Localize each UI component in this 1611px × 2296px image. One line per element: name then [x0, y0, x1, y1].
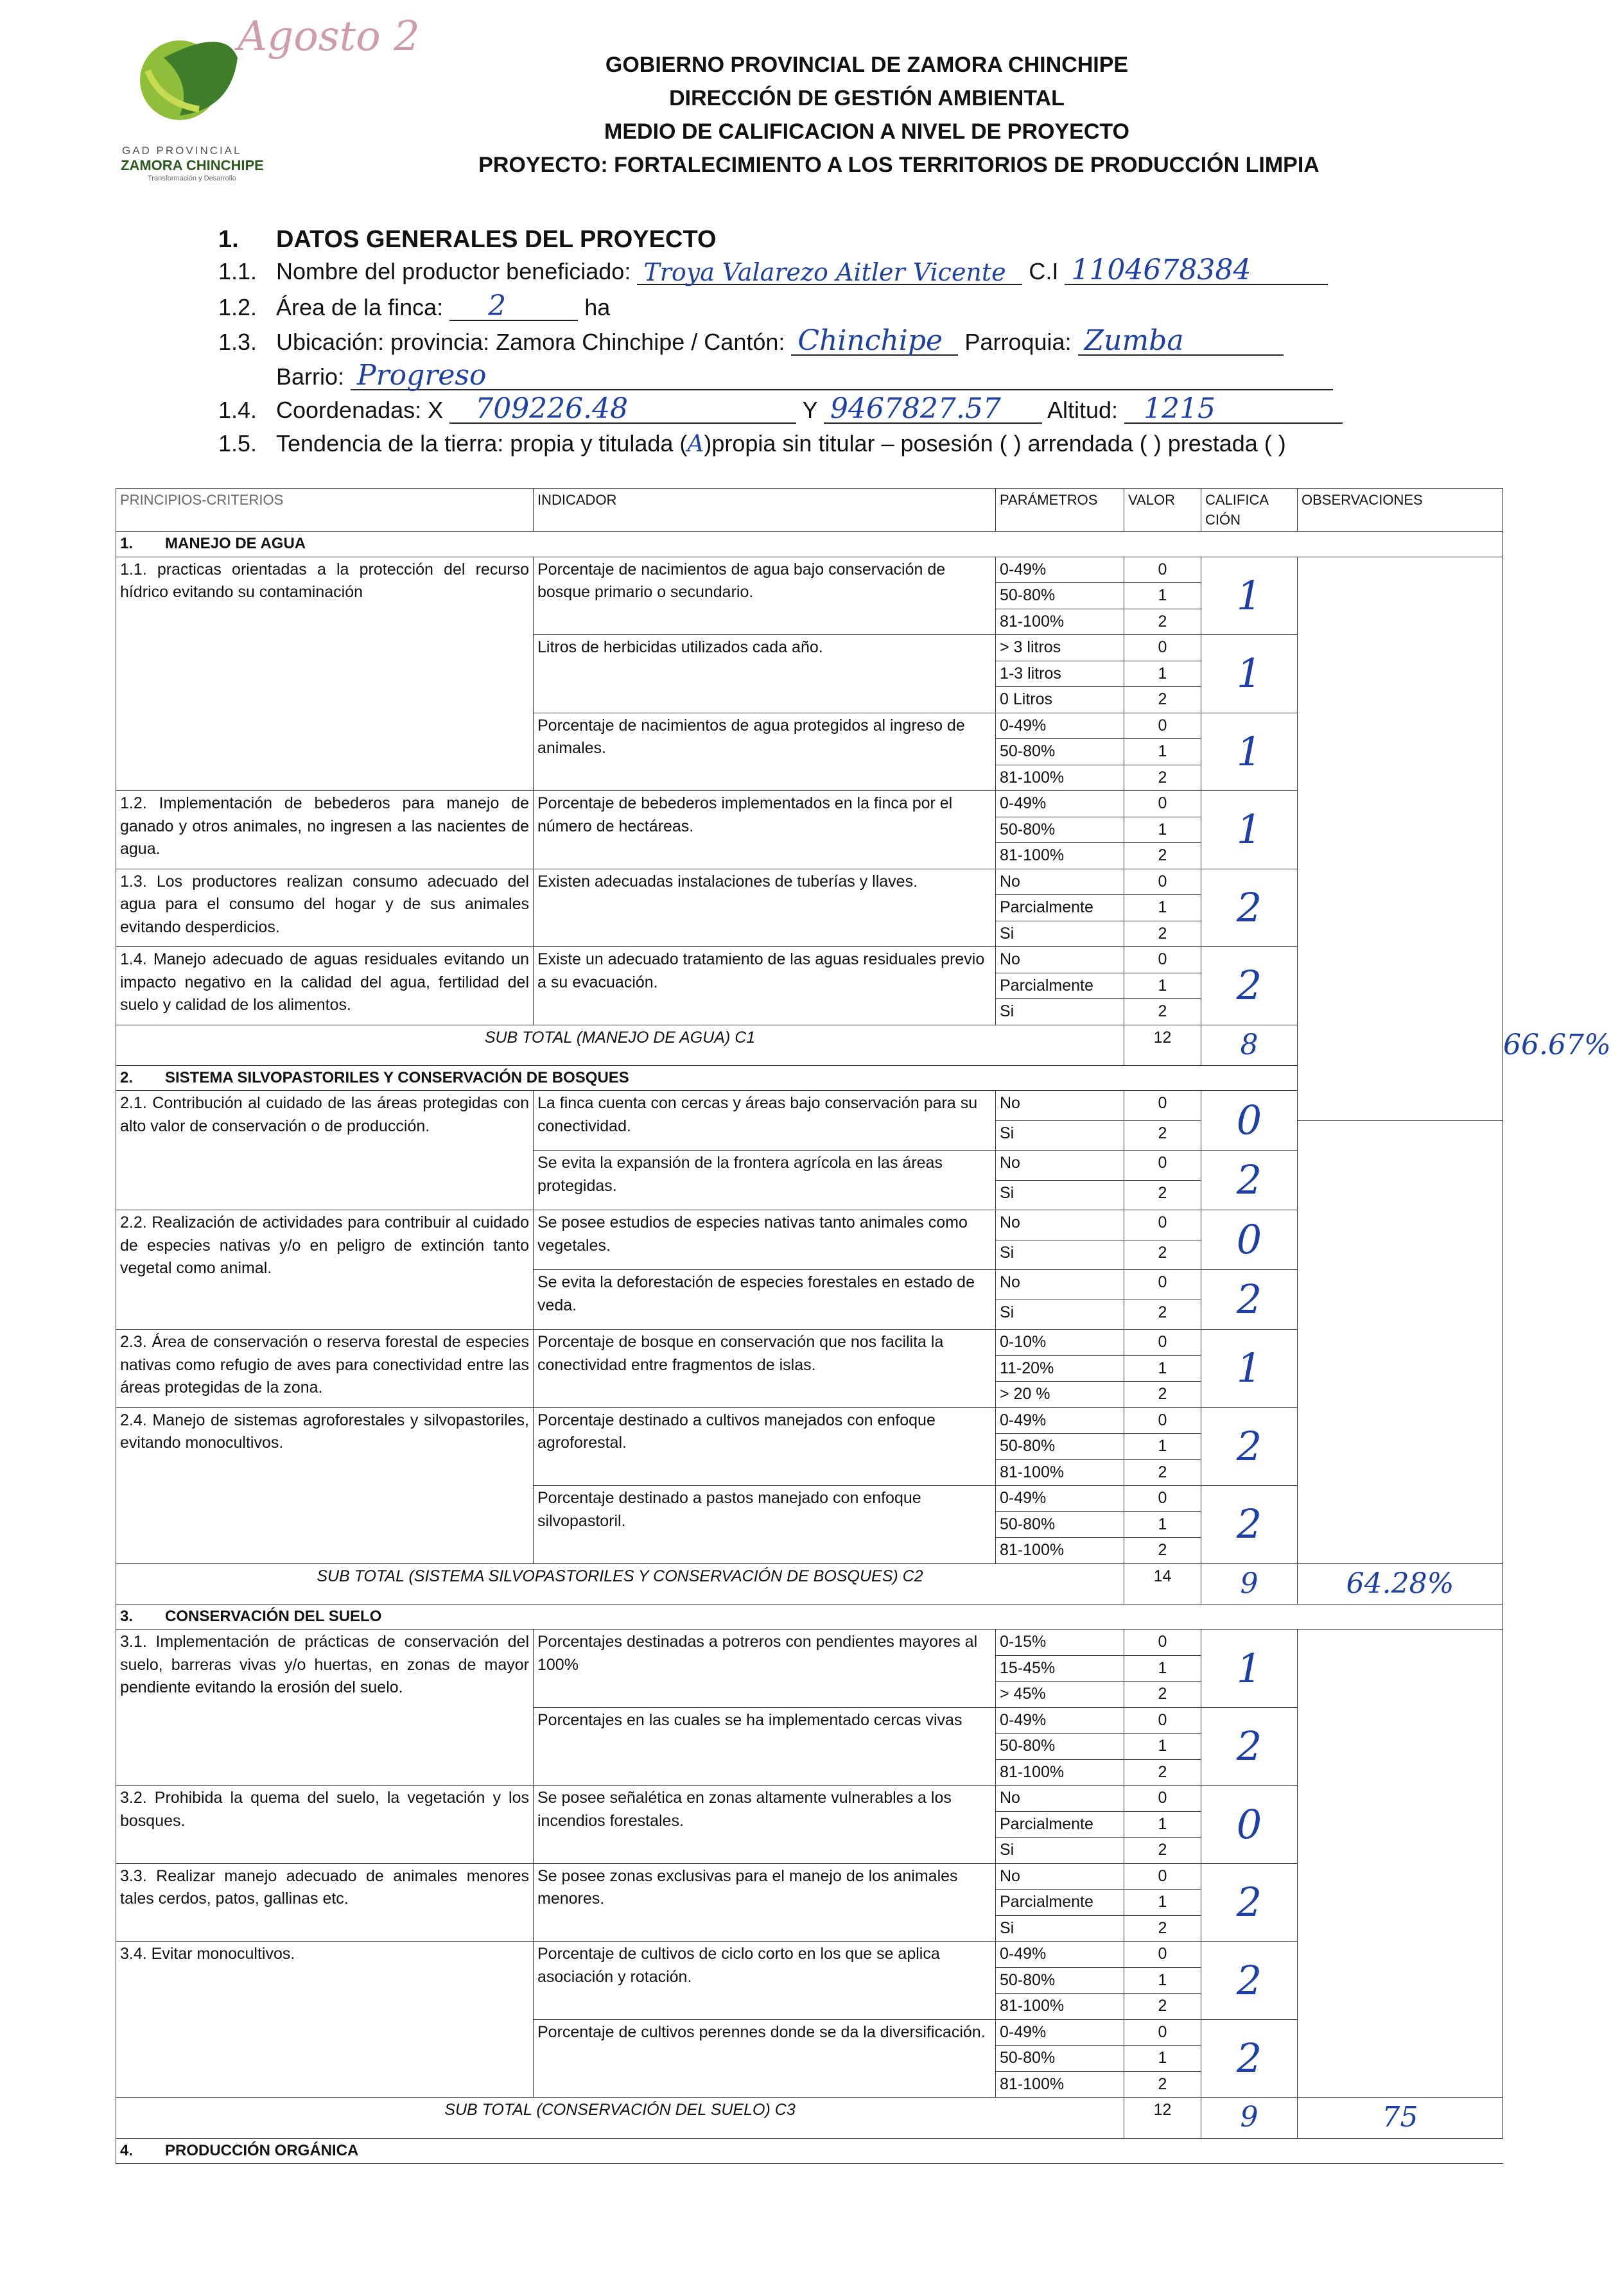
- indicator-cell: Litros de herbicidas utilizados cada año.: [534, 635, 996, 713]
- section-row: [116, 1066, 1503, 1091]
- table-row: [116, 1786, 1503, 1812]
- table-row: [116, 1210, 1503, 1240]
- param-cell: 0-49%: [996, 791, 1124, 817]
- param-cell: No: [996, 947, 1124, 973]
- value-cell: 0: [1124, 791, 1201, 817]
- section-row: [116, 2138, 1503, 2163]
- subtotal-label: SUB TOTAL (CONSERVACIÓN DEL SUELO) C3: [116, 2098, 1124, 2138]
- param-cell: 0-49%: [996, 1407, 1124, 1434]
- section-row: [116, 1605, 1503, 1630]
- n12: 1.2.: [218, 294, 257, 320]
- value-cell: 0: [1124, 1630, 1201, 1656]
- productor-row: [218, 254, 1328, 286]
- value-cell: 2: [1124, 999, 1201, 1025]
- score-cell[interactable]: 2: [1201, 1707, 1298, 1786]
- criterion-cell: 1.4. Manejo adecuado de aguas residuales evitando un impacto negativo en la calidad del agua, fertilidad del suelo y calidad de los alimentos.: [116, 947, 534, 1025]
- general-num: 1.: [218, 226, 239, 253]
- value-cell: 1: [1124, 583, 1201, 609]
- barrio-label: Barrio:: [276, 363, 345, 390]
- section-title: CONSERVACIÓN DEL SUELO: [165, 1608, 382, 1626]
- param-cell: Si: [996, 1180, 1124, 1210]
- section-num: 1.: [120, 535, 134, 553]
- value-cell: 1: [1124, 1890, 1201, 1916]
- value-cell: 2: [1124, 921, 1201, 947]
- param-cell: 81-100%: [996, 1459, 1124, 1486]
- value-cell: 2: [1124, 2071, 1201, 2098]
- alt-value: 1215: [1144, 392, 1216, 425]
- subtotal-value: 12: [1124, 1025, 1201, 1065]
- criterion-cell: 3.3. Realizar manejo adecuado de animales menores tales cerdos, patos, gallinas etc.: [116, 1863, 534, 1942]
- header-line3: MEDIO DE CALIFICACION A NIVEL DE PROYECTO: [604, 119, 1129, 144]
- table-row: [116, 1942, 1503, 1968]
- value-cell: 0: [1124, 1407, 1201, 1434]
- param-cell: No: [996, 1270, 1124, 1300]
- table-row: [116, 869, 1503, 895]
- productor-value: Troya Valarezo Aitler Vicente: [643, 258, 1006, 286]
- n14: 1.4.: [218, 397, 257, 423]
- n11: 1.1.: [218, 258, 257, 284]
- general-title-row: [218, 226, 717, 254]
- area-label: Área de la finca:: [276, 294, 444, 320]
- score-cell[interactable]: 2: [1201, 2019, 1298, 2098]
- value-cell: 2: [1124, 1382, 1201, 1408]
- value-cell: 1: [1124, 1655, 1201, 1682]
- indicator-cell: Porcentaje de bebederos implementados en la finca por el número de hectáreas.: [534, 791, 996, 869]
- indicator-cell: Se evita la expansión de la frontera agrícola en las áreas protegidas.: [534, 1151, 996, 1210]
- value-cell: 0: [1124, 1486, 1201, 1512]
- indicator-cell: La finca cuenta con cercas y áreas bajo conservación para su conectividad.: [534, 1091, 996, 1151]
- n13: 1.3.: [218, 329, 257, 355]
- header-line4: PROYECTO: FORTALECIMIENTO A LOS TERRITORIOS DE PRODUCCIÓN LIMPIA: [478, 153, 1319, 177]
- param-cell: Si: [996, 1915, 1124, 1942]
- value-cell: 2: [1124, 1459, 1201, 1486]
- param-cell: No: [996, 869, 1124, 895]
- score-cell[interactable]: 0: [1201, 1091, 1298, 1151]
- subtotal-value: 12: [1124, 2098, 1201, 2138]
- area-row: [218, 290, 611, 322]
- param-cell: 0 Litros: [996, 687, 1124, 713]
- indicator-cell: Porcentaje destinado a cultivos manejados con enfoque agroforestal.: [534, 1407, 996, 1486]
- score-cell[interactable]: 1: [1201, 557, 1298, 635]
- evaluation-table: [116, 488, 1611, 2164]
- param-cell: Parcialmente: [996, 1811, 1124, 1838]
- x-value: 709226.48: [475, 392, 629, 425]
- section-num: 2.: [120, 1069, 134, 1087]
- area-field[interactable]: [449, 290, 578, 322]
- param-cell: Si: [996, 1838, 1124, 1864]
- indicator-cell: Porcentajes en las cuales se ha implementado cercas vivas: [534, 1707, 996, 1786]
- param-cell: 50-80%: [996, 2046, 1124, 2072]
- indicator-cell: Se posee estudios de especies nativas tanto animales como vegetales.: [534, 1210, 996, 1270]
- header-line2: DIRECCIÓN DE GESTIÓN AMBIENTAL: [669, 86, 1065, 110]
- param-cell: 0-10%: [996, 1330, 1124, 1356]
- param-cell: No: [996, 1091, 1124, 1121]
- value-cell: 0: [1124, 869, 1201, 895]
- value-cell: 2: [1124, 1915, 1201, 1942]
- indicator-cell: Se evita la deforestación de especies forestales en estado de veda.: [534, 1270, 996, 1330]
- score-cell[interactable]: 2: [1201, 1942, 1298, 2020]
- subtotal-label: SUB TOTAL (SISTEMA SILVOPASTORILES Y CONSERVACIÓN DE BOSQUES) C2: [116, 1563, 1124, 1604]
- param-cell: 11-20%: [996, 1355, 1124, 1382]
- criterion-cell: 1.1. practicas orientadas a la protección del recurso hídrico evitando su contaminación: [116, 557, 534, 791]
- header-indicador: INDICADOR: [534, 489, 996, 532]
- y-value: 9467827.57: [830, 392, 1001, 425]
- subtotal-value: 14: [1124, 1563, 1201, 1604]
- value-cell: 0: [1124, 1151, 1201, 1181]
- value-cell: 2: [1124, 1759, 1201, 1786]
- value-cell: 2: [1124, 1180, 1201, 1210]
- value-cell: 1: [1124, 1811, 1201, 1838]
- param-cell: > 20 %: [996, 1382, 1124, 1408]
- param-cell: 81-100%: [996, 2071, 1124, 2098]
- value-cell: 0: [1124, 1270, 1201, 1300]
- indicator-cell: Existe un adecuado tratamiento de las aguas residuales previo a su evacuación.: [534, 947, 996, 1025]
- table-row: [116, 791, 1503, 817]
- score-cell[interactable]: 1: [1201, 635, 1298, 713]
- value-cell: 2: [1124, 1838, 1201, 1864]
- value-cell: 2: [1124, 1120, 1201, 1151]
- barrio-row: [276, 359, 1333, 392]
- header-observaciones: OBSERVACIONES: [1298, 489, 1503, 532]
- score-cell[interactable]: 2: [1201, 1151, 1298, 1210]
- indicator-cell: Porcentaje de nacimientos de agua protegidos al ingreso de animales.: [534, 713, 996, 791]
- score-cell[interactable]: 0: [1201, 1786, 1298, 1864]
- area-unit: ha: [584, 294, 611, 320]
- tenencia-row: [218, 430, 1286, 457]
- param-cell: 50-80%: [996, 1511, 1124, 1538]
- criterion-cell: 3.4. Evitar monocultivos.: [116, 1942, 534, 2098]
- barrio-field[interactable]: [351, 359, 1333, 392]
- value-cell: 2: [1124, 843, 1201, 869]
- indicator-cell: Porcentaje de cultivos perennes donde se da la diversificación.: [534, 2019, 996, 2098]
- value-cell: 2: [1124, 1240, 1201, 1270]
- table-row: [116, 1407, 1503, 1434]
- param-cell: No: [996, 1786, 1124, 1812]
- score-cell[interactable]: 0: [1201, 1210, 1298, 1270]
- criterion-cell: 2.4. Manejo de sistemas agroforestales y silvopastoriles, evitando monocultivos.: [116, 1407, 534, 1563]
- param-cell: 81-100%: [996, 843, 1124, 869]
- subtotal-row: SUB TOTAL (MANEJO DE AGUA) C1 12 8 66.67%: [116, 1025, 1503, 1065]
- value-cell: 0: [1124, 713, 1201, 739]
- value-cell: 1: [1124, 661, 1201, 687]
- criterion-cell: 2.3. Área de conservación o reserva forestal de especies nativas como refugio de aves para conectividad entre las áreas protegidas de la zona.: [116, 1330, 534, 1408]
- value-cell: 1: [1124, 1734, 1201, 1760]
- section-title: MANEJO DE AGUA: [165, 535, 306, 553]
- n15: 1.5.: [218, 430, 257, 457]
- ci-field[interactable]: [1065, 254, 1328, 286]
- param-cell: 81-100%: [996, 765, 1124, 791]
- value-cell: 1: [1124, 1355, 1201, 1382]
- subtotal-score[interactable]: 9: [1201, 1563, 1298, 1604]
- param-cell: Si: [996, 921, 1124, 947]
- param-cell: 0-49%: [996, 557, 1124, 583]
- table-row: [116, 947, 1503, 973]
- y-label: Y: [802, 397, 817, 423]
- value-cell: 0: [1124, 1210, 1201, 1240]
- productor-label: Nombre del productor beneficiado:: [276, 258, 631, 284]
- value-cell: 1: [1124, 1434, 1201, 1460]
- ci-value: 1104678384: [1071, 254, 1251, 286]
- subtotal-percent[interactable]: 64.28%: [1298, 1563, 1503, 1604]
- param-cell: Parcialmente: [996, 895, 1124, 921]
- value-cell: 0: [1124, 1786, 1201, 1812]
- table-row: [116, 1091, 1503, 1121]
- criterion-cell: 2.1. Contribución al cuidado de las áreas protegidas con alto valor de conservación o de producción.: [116, 1091, 534, 1210]
- alt-label: Altitud:: [1047, 397, 1119, 423]
- value-cell: 2: [1124, 1538, 1201, 1564]
- section-num: 4.: [120, 2141, 134, 2159]
- value-cell: 1: [1124, 2046, 1201, 2072]
- indicator-cell: Existen adecuadas instalaciones de tuberías y llaves.: [534, 869, 996, 947]
- param-cell: 50-80%: [996, 1734, 1124, 1760]
- canton-field[interactable]: [791, 324, 958, 357]
- section-title: SISTEMA SILVOPASTORILES Y CONSERVACIÓN DE BOSQUES: [165, 1069, 629, 1087]
- score-cell[interactable]: 1: [1201, 713, 1298, 791]
- param-cell: Parcialmente: [996, 1890, 1124, 1916]
- param-cell: No: [996, 1863, 1124, 1890]
- param-cell: 81-100%: [996, 1759, 1124, 1786]
- param-cell: 0-49%: [996, 1486, 1124, 1512]
- value-cell: 2: [1124, 687, 1201, 713]
- obs-cell[interactable]: [1298, 557, 1503, 1120]
- productor-field[interactable]: [637, 258, 1022, 285]
- param-cell: 0-49%: [996, 713, 1124, 739]
- param-cell: > 3 litros: [996, 635, 1124, 661]
- value-cell: 0: [1124, 1942, 1201, 1968]
- section-title: PRODUCCIÓN ORGÁNICA: [165, 2141, 359, 2159]
- param-cell: 15-45%: [996, 1655, 1124, 1682]
- value-cell: 2: [1124, 1682, 1201, 1708]
- obs-cell[interactable]: [1298, 1630, 1503, 2098]
- param-cell: Si: [996, 1120, 1124, 1151]
- param-cell: 1-3 litros: [996, 661, 1124, 687]
- criterion-cell: 2.2. Realización de actividades para contribuir al cuidado de especies nativas y/o en peligro de extinción tanto vegetal como animal.: [116, 1210, 534, 1330]
- score-cell[interactable]: 1: [1201, 791, 1298, 869]
- logo-line2: ZAMORA CHINCHIPE: [121, 157, 264, 173]
- criterion-cell: 1.2. Implementación de bebederos para manejo de ganado y otros animales, no ingresen a las nacientes de agua.: [116, 791, 534, 869]
- header-line1: GOBIERNO PROVINCIAL DE ZAMORA CHINCHIPE: [605, 53, 1129, 77]
- param-cell: Si: [996, 1300, 1124, 1330]
- coord-label: Coordenadas: X: [276, 397, 444, 423]
- ubicacion-label: Ubicación: provincia: Zamora Chinchipe / Cantón:: [276, 329, 785, 355]
- ci-label: C.I: [1029, 258, 1059, 284]
- x-field[interactable]: [449, 392, 796, 425]
- section-row: [116, 532, 1503, 557]
- header-parametros: PARÁMETROS: [996, 489, 1124, 532]
- subtotal-percent[interactable]: 75: [1298, 2098, 1503, 2138]
- score-cell[interactable]: 2: [1201, 1863, 1298, 1942]
- param-cell: 81-100%: [996, 1994, 1124, 2020]
- value-cell: 0: [1124, 947, 1201, 973]
- value-cell: 1: [1124, 973, 1201, 999]
- score-cell[interactable]: 2: [1201, 1486, 1298, 1564]
- table-header-row: [116, 489, 1503, 532]
- coordenadas-row: [218, 392, 1343, 425]
- value-cell: 2: [1124, 1994, 1201, 2020]
- table-row: [116, 1330, 1503, 1356]
- indicator-cell: Porcentajes destinadas a potreros con pendientes mayores al 100%: [534, 1630, 996, 1708]
- y-field[interactable]: [824, 392, 1042, 425]
- table-row: [116, 557, 1503, 583]
- general-title: DATOS GENERALES DEL PROYECTO: [276, 226, 717, 253]
- score-cell[interactable]: 1: [1201, 1630, 1298, 1708]
- value-cell: 0: [1124, 1863, 1201, 1890]
- indicator-cell: Porcentaje de bosque en conservación que nos facilita la conectividad entre fragmentos de islas.: [534, 1330, 996, 1408]
- subtotal-row: [116, 2098, 1503, 2138]
- table-row: [116, 1863, 1503, 1890]
- value-cell: 0: [1124, 557, 1201, 583]
- value-cell: 1: [1124, 895, 1201, 921]
- param-cell: 50-80%: [996, 1434, 1124, 1460]
- param-cell: Si: [996, 1240, 1124, 1270]
- param-cell: 0-49%: [996, 1707, 1124, 1734]
- param-cell: 50-80%: [996, 583, 1124, 609]
- param-cell: Parcialmente: [996, 973, 1124, 999]
- indicator-cell: Porcentaje de nacimientos de agua bajo conservación de bosque primario o secundario.: [534, 557, 996, 635]
- indicator-cell: Porcentaje de cultivos de ciclo corto en los que se aplica asociación y rotación.: [534, 1942, 996, 2020]
- indicator-cell: Porcentaje destinado a pastos manejado con enfoque silvopastoril.: [534, 1486, 996, 1564]
- parroquia-field[interactable]: [1078, 324, 1284, 357]
- header-calificacion: CALIFICA CIÓN: [1201, 489, 1298, 532]
- value-cell: 2: [1124, 609, 1201, 635]
- value-cell: 0: [1124, 1091, 1201, 1121]
- value-cell: 0: [1124, 1330, 1201, 1356]
- value-cell: 1: [1124, 739, 1201, 765]
- logo-line1: GAD PROVINCIAL: [122, 144, 242, 157]
- param-cell: 0-15%: [996, 1630, 1124, 1656]
- handwritten-date: Agosto 2: [238, 13, 420, 60]
- value-cell: 2: [1124, 1300, 1201, 1330]
- indicator-cell: Se posee zonas exclusivas para el manejo de los animales menores.: [534, 1863, 996, 1942]
- param-cell: No: [996, 1151, 1124, 1181]
- subtotal-score[interactable]: 9: [1201, 2098, 1298, 2138]
- param-cell: 81-100%: [996, 609, 1124, 635]
- subtotal-label: SUB TOTAL (MANEJO DE AGUA) C1: [116, 1025, 1124, 1065]
- value-cell: 1: [1124, 1967, 1201, 1994]
- param-cell: 0-49%: [996, 2019, 1124, 2046]
- subtotal-score[interactable]: 8: [1201, 1025, 1298, 1065]
- ubicacion-row: [218, 324, 1284, 357]
- score-cell[interactable]: 2: [1201, 1270, 1298, 1330]
- tenencia-rest: )propia sin titular – posesión ( ) arrendada ( ) prestada ( ): [704, 430, 1286, 457]
- canton-value: Chinchipe: [797, 324, 943, 357]
- indicator-cell: Se posee señalética en zonas altamente vulnerables a los incendios forestales.: [534, 1786, 996, 1864]
- header-valor: VALOR: [1124, 489, 1201, 532]
- value-cell: 0: [1124, 635, 1201, 661]
- header-criterios: PRINCIPIOS-CRITERIOS: [116, 489, 534, 532]
- param-cell: 50-80%: [996, 739, 1124, 765]
- section-num: 3.: [120, 1608, 134, 1626]
- logo-line3: Transformación y Desarrollo: [148, 175, 236, 182]
- value-cell: 1: [1124, 817, 1201, 843]
- value-cell: 2: [1124, 765, 1201, 791]
- table-row: [116, 1630, 1503, 1656]
- param-cell: Si: [996, 999, 1124, 1025]
- parroquia-value: Zumba: [1084, 324, 1184, 357]
- param-cell: 81-100%: [996, 1538, 1124, 1564]
- score-cell[interactable]: 2: [1201, 947, 1298, 1025]
- criterion-cell: 1.3. Los productores realizan consumo adecuado del agua para el consumo del hogar y de sus animales evitando desperdicios.: [116, 869, 534, 947]
- value-cell: 0: [1124, 2019, 1201, 2046]
- score-cell[interactable]: 1: [1201, 1330, 1298, 1408]
- criterion-cell: 3.1. Implementación de prácticas de conservación del suelo, barreras vivas y/o huertas, en zonas de mayor pendiente evitando la erosión del suelo.: [116, 1630, 534, 1786]
- alt-field[interactable]: [1124, 392, 1343, 425]
- param-cell: 50-80%: [996, 1967, 1124, 1994]
- value-cell: 1: [1124, 1511, 1201, 1538]
- param-cell: No: [996, 1210, 1124, 1240]
- score-cell[interactable]: 2: [1201, 1407, 1298, 1486]
- param-cell: 0-49%: [996, 1942, 1124, 1968]
- parroquia-label: Parroquia:: [964, 329, 1072, 355]
- param-cell: > 45%: [996, 1682, 1124, 1708]
- barrio-value: Progreso: [357, 359, 487, 392]
- criterion-cell: 3.2. Prohibida la quema del suelo, la vegetación y los bosques.: [116, 1786, 534, 1864]
- param-cell: 50-80%: [996, 817, 1124, 843]
- value-cell: 0: [1124, 1707, 1201, 1734]
- score-cell[interactable]: 2: [1201, 869, 1298, 947]
- area-value: 2: [488, 290, 507, 322]
- subtotal-row: [116, 1563, 1503, 1604]
- tenencia-text: Tendencia de la tierra: propia y titulada (: [276, 430, 688, 457]
- tenencia-mark: A: [687, 431, 704, 457]
